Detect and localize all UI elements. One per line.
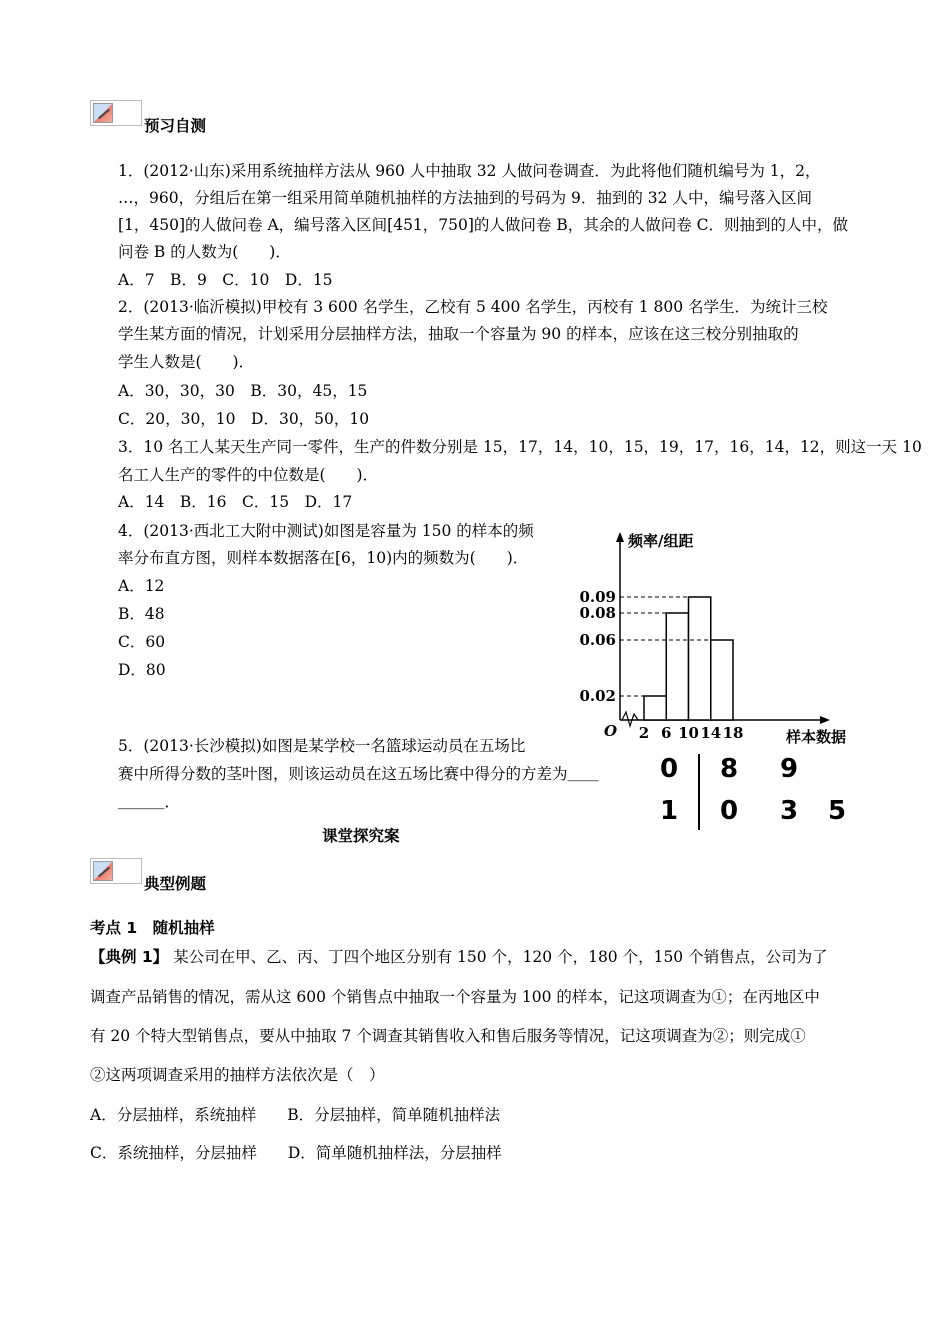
example-options: C．系统抽样，分层抽样 D．简单随机抽样法，分层抽样 [90, 1144, 502, 1162]
leaf-value: 5 [828, 796, 847, 826]
q5-line: 赛中所得分数的茎叶图，则该运动员在这五场比赛中得分的方差为＿＿ [118, 765, 599, 783]
section-title-class: 课堂探究案 [322, 827, 400, 845]
x-axis-label: 样本数据 [786, 728, 847, 746]
q2-options: C．20，30，10 D．30，50，10 [118, 410, 370, 428]
q4-line: 4．(2013·西北工大附中测试)如图是容量为 150 的样本的频 [118, 522, 534, 540]
q1-line: 1．(2012·山东)采用系统抽样方法从 960 人中抽取 32 人做问卷调查．为此将他们随机编号为 1，2， [118, 162, 821, 180]
section-title-preview: 预习自测 [144, 117, 207, 135]
histogram-bar [644, 696, 666, 720]
origin-label: O [604, 722, 618, 740]
q1-line: [1，450]的人做问卷 A，编号落入区间[451，750]的人做问卷 B，其余的人做问卷 C．则抽到的人中，做 [118, 216, 849, 234]
q3-line: 3．10 名工人某天生产同一零件，生产的件数分别是 15，17，14，10，15，19，17，16，14，12，则这一天 10 [118, 438, 922, 456]
leaf-value: 8 [720, 754, 739, 784]
x-tick-label: 14 [700, 724, 722, 742]
x-axis-arrow [820, 716, 830, 724]
example-label: 【典例 1】 [90, 948, 169, 966]
q2-options: A．30，30，30 B．30，45，15 [118, 382, 368, 400]
example-text: 某公司在甲、乙、丙、丁四个地区分别有 150 个，120 个，180 个，150 个销售点，公司为了 [173, 948, 828, 966]
histogram-bar [711, 640, 733, 720]
y-tick-label: 0.09 [579, 588, 616, 606]
y-axis-arrow [616, 532, 624, 542]
section-image-icon [90, 858, 142, 884]
y-axis-label: 频率/组距 [628, 532, 694, 550]
section-image-icon [90, 100, 142, 126]
example-line: 有 20 个特大型销售点，要从中抽取 7 个调查其销售收入和售后服务等情况，记这项调查为②；则完成① [90, 1027, 806, 1045]
axis-break [622, 712, 638, 726]
example-line: 调查产品销售的情况，需从这 600 个销售点中抽取一个容量为 100 的样本，记这项调查为①；在丙地区中 [90, 988, 820, 1006]
q4-option-c: C．60 [118, 633, 166, 651]
q4-line: 率分布直方图，则样本数据落在[6，10)内的频数为( )． [118, 549, 529, 567]
q3-line: 名工人生产的零件的中位数是( )． [118, 466, 379, 484]
q1-line: 问卷 B 的人数为( )． [118, 243, 291, 261]
q4-option-b: B．48 [118, 605, 165, 623]
q4-option-a: A．12 [118, 577, 165, 595]
section-title-examples: 典型例题 [144, 875, 207, 893]
stem-divider [698, 754, 700, 830]
histogram-bar [666, 613, 688, 720]
x-tick-label: 18 [722, 724, 744, 742]
q1-line: …，960，分组后在第一组采用简单随机抽样的方法抽到的号码为 9．抽到的 32 人中，编号落入区间 [118, 189, 812, 207]
q2-line: 学生某方面的情况，计划采用分层抽样方法，抽取一个容量为 90 的样本，应该在这三校分别抽取的 [118, 325, 799, 343]
example-line: ②这两项调查采用的抽样方法依次是（ ） [90, 1066, 385, 1084]
leaf-value: 3 [780, 796, 799, 826]
q3-options: A．14 B．16 C．15 D．17 [118, 493, 353, 511]
y-tick-label: 0.06 [579, 631, 616, 649]
stem-leaf-plot [640, 752, 870, 832]
q4-option-d: D．80 [118, 661, 166, 679]
q2-line: 2．(2013·临沂模拟)甲校有 3 600 名学生，乙校有 5 400 名学生，丙校有 1 800 名学生．为统计三校 [118, 298, 828, 316]
x-tick-label: 10 [678, 724, 699, 742]
q5-line: 5．(2013·长沙模拟)如图是某学校一名篮球运动员在五场比 [118, 737, 526, 755]
stem-value: 1 [660, 796, 679, 826]
y-tick-label: 0.02 [579, 687, 616, 705]
q1-options: A．7 B．9 C．10 D．15 [118, 271, 333, 289]
stem-value: 0 [660, 754, 679, 784]
x-tick-label: 6 [661, 724, 672, 742]
q5-line: ＿＿＿． [118, 793, 181, 811]
example-options: A．分层抽样，系统抽样 B．分层抽样，简单随机抽样法 [90, 1106, 501, 1124]
topic-heading: 考点 1 随机抽样 [90, 919, 215, 937]
leaf-value: 0 [720, 796, 739, 826]
histogram-bar [689, 597, 711, 720]
leaf-value: 9 [780, 754, 799, 784]
example-line [90, 946, 828, 968]
x-tick-label: 2 [638, 724, 650, 742]
y-tick-label: 0.08 [579, 604, 616, 622]
frequency-histogram [570, 522, 870, 748]
q2-line: 学生人数是( )． [118, 353, 255, 371]
